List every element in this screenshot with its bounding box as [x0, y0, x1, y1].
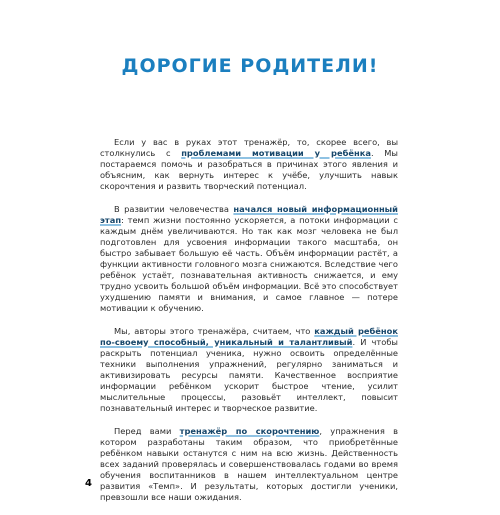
paragraph [100, 137, 398, 192]
highlighted-phrase: проблемами мотивации у ребёнка [181, 148, 371, 158]
highlighted-phrase: начался новый информационный этап [100, 204, 398, 225]
paragraph [100, 426, 398, 503]
page-title: ДОРОГИЕ РОДИТЕЛИ! [121, 55, 379, 77]
highlighted-phrase: каждый ребёнок по-своему способный, уникальный и талантливый [100, 326, 398, 347]
paragraph [100, 204, 398, 314]
paragraph-text: : темп жизни постоянно ускоряется, а потоки информации с каждым днём увеличиваются. Но так как мозг человека не был подготовлен для усвоения информации такого масштаба, он быстро забывает большую её часть. Объём информации растёт, а функции активности головного мозга снижаются. Вследствие чего ребёнок устаёт, познавательная активность снижается, и ему трудно усвоить большой объём информации. Всё это способствует ухудшению памяти и внимания, и самое главное — потере мотивации к обучению. [100, 215, 398, 313]
paragraph-text: . И чтобы раскрыть потенциал ученика, нужно освоить определённые техники выполнения упражнений, регулярно заниматься и активизировать ресурсы памяти. Качественное восприятие информации ребёнком ускорит быстрое чтение, усилит мыслительные процессы, разовьёт интеллект, повысит познавательный интерес и творческое развитие. [100, 337, 398, 413]
paragraph-text: В развитии человечества [114, 204, 234, 214]
paragraph [100, 326, 398, 414]
paragraph-text: Если у вас в руках этот тренажёр, то, скорее всего, вы столкнулись с [100, 137, 398, 158]
page-number: 4 [85, 478, 92, 489]
paragraph-text: . Мы постараемся помочь и разобраться в причинах этого явления и объясним, как вернуть интерес к учёбе, улучшить навык скорочтения и развить творческий потенциал. [100, 148, 398, 191]
paragraph-text: , упражнения в котором разработаны таким образом, что приобретённые ребёнком навыки останутся с ним на всю жизнь. Действенность всех заданий проверялась и совершенствовалась годами во время обучения воспитанников в нашем интеллектуальном центре развития «Темп». И результаты, которых достигли ученики, превзошли все наши ожидания. [100, 426, 398, 502]
body-text [100, 137, 398, 515]
paragraph-text: Мы, авторы этого тренажёра, считаем, что [114, 326, 315, 336]
paragraph-text: Перед вами [114, 426, 180, 436]
highlighted-phrase: тренажёр по скорочтению [179, 426, 320, 436]
